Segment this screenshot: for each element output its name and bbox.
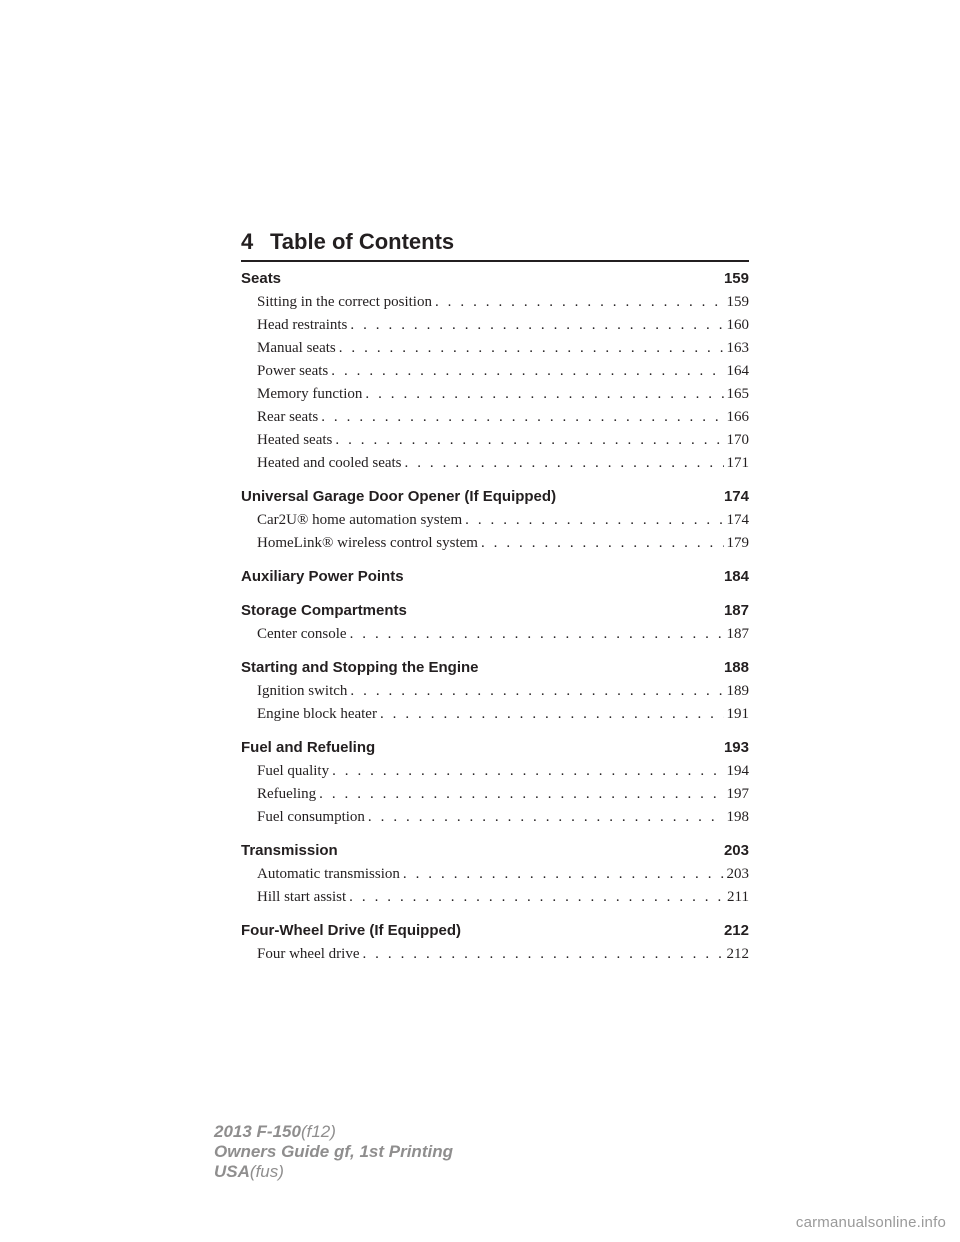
- dot-leader: [403, 863, 724, 886]
- entry-label: Sitting in the correct position: [257, 294, 432, 310]
- entry-page: 191: [726, 706, 749, 722]
- dot-leader: [350, 623, 724, 646]
- toc-entry[interactable]: [241, 383, 749, 406]
- toc-section: [241, 919, 749, 966]
- toc-entry[interactable]: [241, 863, 749, 886]
- dot-leader: [350, 314, 723, 337]
- section-page: 188: [723, 659, 749, 676]
- section-title: Auxiliary Power Points: [241, 568, 404, 585]
- entry-page: 163: [726, 340, 749, 356]
- entry-label: Heated seats: [257, 432, 333, 448]
- section-heading[interactable]: [241, 565, 749, 589]
- toc-entry[interactable]: [241, 943, 749, 966]
- entry-page: 164: [726, 363, 749, 379]
- entry-label: Head restraints: [257, 317, 348, 333]
- entry-page: 189: [726, 683, 749, 699]
- toc-entry[interactable]: [241, 760, 749, 783]
- entry-label: Fuel consumption: [257, 809, 365, 825]
- entry-page: 179: [726, 535, 749, 551]
- section-title: Universal Garage Door Opener (If Equipped): [241, 488, 557, 505]
- entry-label: Ignition switch: [257, 683, 348, 699]
- toc-section: [241, 485, 749, 555]
- page-title: Table of Contents: [270, 229, 455, 254]
- entry-label: Center console: [257, 626, 347, 642]
- section-heading[interactable]: [241, 736, 749, 760]
- footer-region-code: (fus): [249, 1162, 284, 1181]
- toc-entry[interactable]: [241, 623, 749, 646]
- footer-model-code: (f12): [300, 1122, 336, 1141]
- toc-entry[interactable]: [241, 429, 749, 452]
- toc-entry[interactable]: [241, 337, 749, 360]
- dot-leader: [331, 360, 723, 383]
- section-page: 193: [723, 739, 749, 756]
- entry-label: Heated and cooled seats: [257, 455, 402, 471]
- entry-page: 165: [726, 386, 749, 402]
- page-number: 4: [241, 229, 254, 254]
- footer-region: USA: [214, 1162, 250, 1181]
- section-heading[interactable]: [241, 267, 749, 291]
- entry-page: 203: [726, 866, 749, 882]
- section-title: Transmission: [241, 842, 338, 859]
- entry-page: 194: [726, 763, 749, 779]
- entry-page: 166: [726, 409, 749, 425]
- entry-label: Four wheel drive: [257, 946, 360, 962]
- dot-leader: [339, 337, 724, 360]
- entry-page: 211: [727, 889, 749, 905]
- dot-leader: [368, 806, 724, 829]
- entry-page: 197: [726, 786, 749, 802]
- entry-label: Memory function: [257, 386, 363, 402]
- header-rule: [241, 260, 749, 262]
- dot-leader: [349, 886, 724, 909]
- toc-entry[interactable]: [241, 452, 749, 475]
- section-page: 159: [723, 270, 749, 287]
- toc-section: [241, 736, 749, 829]
- dot-leader: [332, 760, 723, 783]
- section-title: Starting and Stopping the Engine: [241, 659, 479, 676]
- section-title: Four-Wheel Drive (If Equipped): [241, 922, 461, 939]
- toc-entry[interactable]: [241, 360, 749, 383]
- footer-guide: Owners Guide gf, 1st Printing: [214, 1142, 453, 1161]
- entry-label: Refueling: [257, 786, 317, 802]
- section-page: 212: [723, 922, 749, 939]
- dot-leader: [435, 291, 724, 314]
- toc-section: [241, 565, 749, 589]
- section-heading[interactable]: [241, 656, 749, 680]
- entry-label: Automatic transmission: [257, 866, 400, 882]
- toc-section: [241, 599, 749, 646]
- section-page: 184: [723, 568, 749, 585]
- section-page: 174: [723, 488, 749, 505]
- entry-label: Fuel quality: [257, 763, 330, 779]
- entry-label: Hill start assist: [257, 889, 347, 905]
- entry-label: Power seats: [257, 363, 329, 379]
- entry-page: 170: [726, 432, 749, 448]
- section-title: Storage Compartments: [241, 602, 407, 619]
- entry-page: 198: [726, 809, 749, 825]
- entry-page: 187: [726, 626, 749, 642]
- entry-page: 174: [726, 512, 749, 528]
- watermark: carmanualsonline.info: [795, 1214, 946, 1231]
- entry-page: 160: [726, 317, 749, 333]
- dot-leader: [321, 406, 723, 429]
- entry-label: HomeLink® wireless control system: [257, 535, 478, 551]
- entry-label: Rear seats: [257, 409, 319, 425]
- dot-leader: [405, 452, 724, 475]
- section-heading[interactable]: [241, 919, 749, 943]
- section-heading[interactable]: [241, 485, 749, 509]
- toc-entry[interactable]: [241, 783, 749, 806]
- dot-leader: [380, 703, 724, 726]
- section-heading[interactable]: [241, 599, 749, 623]
- entry-page: 159: [726, 294, 749, 310]
- entry-page: 212: [726, 946, 749, 962]
- toc-entry[interactable]: [241, 806, 749, 829]
- dot-leader: [365, 383, 723, 406]
- dot-leader: [335, 429, 723, 452]
- toc-entry[interactable]: [241, 703, 749, 726]
- dot-leader: [481, 532, 724, 555]
- toc-entry[interactable]: [241, 886, 749, 909]
- toc-entry[interactable]: [241, 680, 749, 703]
- toc-entry[interactable]: [241, 314, 749, 337]
- section-page: 187: [723, 602, 749, 619]
- section-title: Fuel and Refueling: [241, 739, 376, 756]
- entry-label: Manual seats: [257, 340, 336, 356]
- toc-section: [241, 267, 749, 475]
- toc-section: [241, 656, 749, 726]
- table-of-contents: [241, 264, 749, 966]
- entry-label: Engine block heater: [257, 706, 377, 722]
- print-footer: [214, 1122, 453, 1182]
- section-heading[interactable]: [241, 839, 749, 863]
- dot-leader: [319, 783, 723, 806]
- entry-page: 171: [726, 455, 749, 471]
- dot-leader: [350, 680, 723, 703]
- toc-entry[interactable]: [241, 406, 749, 429]
- toc-entry[interactable]: [241, 291, 749, 314]
- toc-entry[interactable]: [241, 532, 749, 555]
- toc-entry[interactable]: [241, 509, 749, 532]
- section-page: 203: [723, 842, 749, 859]
- entry-label: Car2U® home automation system: [257, 512, 463, 528]
- dot-leader: [362, 943, 723, 966]
- toc-section: [241, 839, 749, 909]
- page-header: [241, 229, 749, 259]
- section-title: Seats: [241, 270, 282, 287]
- footer-model: 2013 F-150: [214, 1122, 301, 1141]
- dot-leader: [465, 509, 723, 532]
